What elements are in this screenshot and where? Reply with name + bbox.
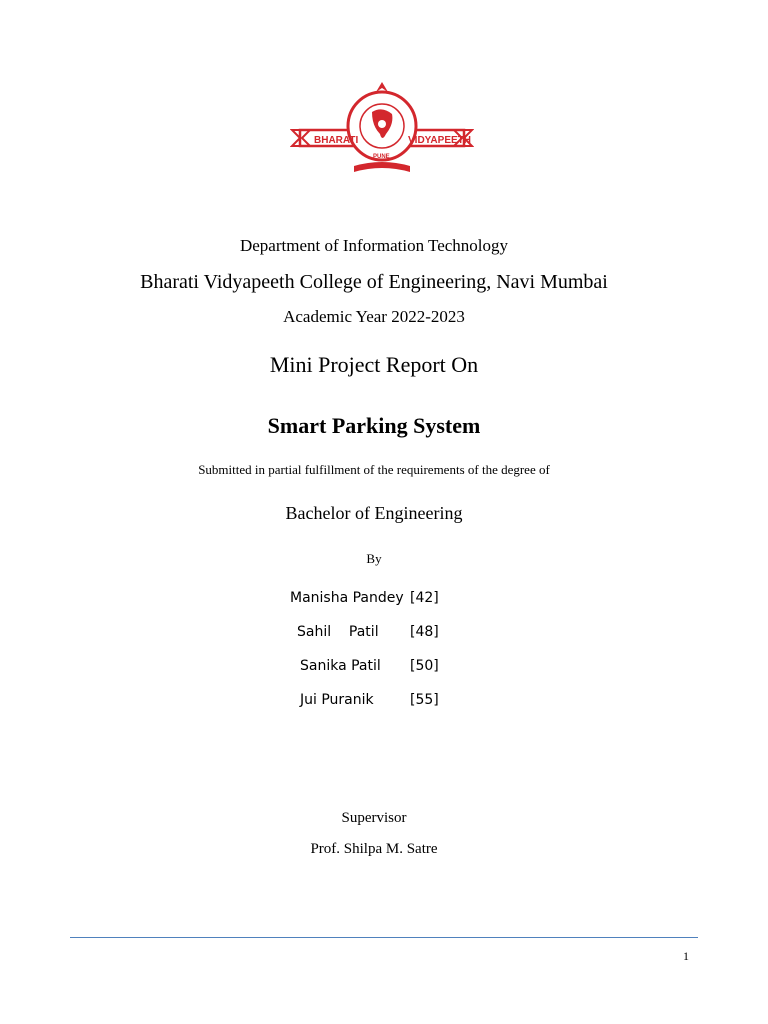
logo-text-right: VIDYAPEETH — [408, 135, 471, 146]
report-heading: Mini Project Report On — [269, 352, 479, 377]
logo-bottom-text: PUNE — [373, 154, 390, 160]
supervisor-label: Supervisor — [341, 810, 407, 826]
student-roll: [48] — [410, 624, 439, 640]
student-name: Manisha Pandey — [290, 590, 404, 606]
degree-name: Bachelor of Engineering — [285, 503, 463, 523]
college-logo — [290, 78, 474, 178]
student-roll: [50] — [410, 658, 439, 674]
college-name: Bharati Vidyapeeth College of Engineering, Navi Mumbai — [140, 271, 608, 293]
student-roll: [42] — [410, 590, 439, 606]
by-label: By — [366, 551, 382, 566]
student-name: Sanika Patil — [300, 658, 381, 674]
student-name: Sahil Patil — [297, 624, 379, 640]
logo-text-left: BHARATI — [314, 135, 359, 146]
submission-statement: Submitted in partial fulfillment of the requirements of the degree of — [198, 462, 550, 477]
footer-divider — [70, 937, 698, 938]
department-name: Department of Information Technology — [239, 236, 509, 255]
project-title: Smart Parking System — [267, 413, 481, 438]
supervisor-name: Prof. Shilpa M. Satre — [310, 841, 438, 857]
student-name: Jui Puranik — [300, 692, 374, 708]
student-roll: [55] — [410, 692, 439, 708]
academic-year: Academic Year 2022-2023 — [283, 307, 465, 326]
page-number: 1 — [683, 949, 689, 963]
